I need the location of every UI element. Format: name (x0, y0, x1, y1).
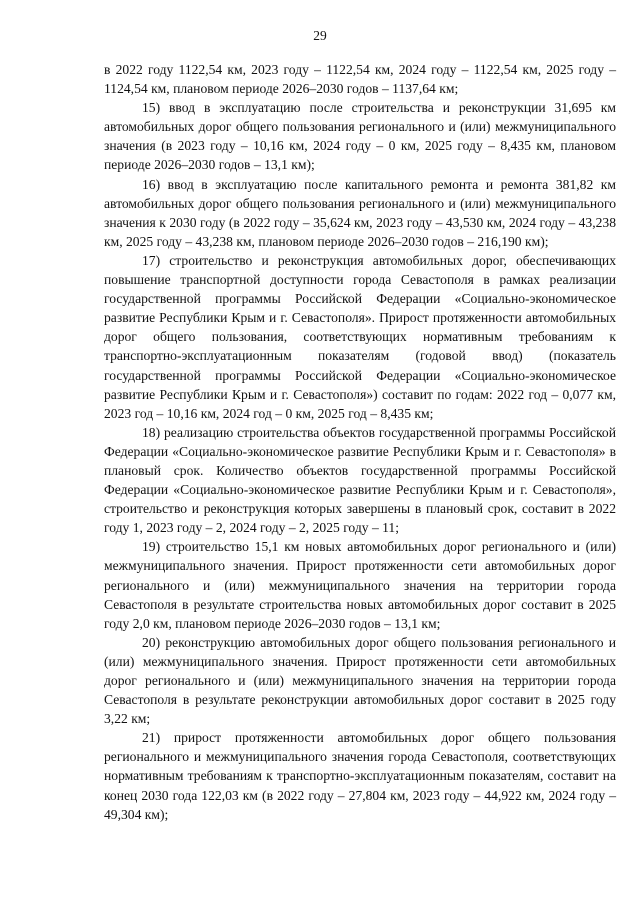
paragraph-item-15: 15) ввод в эксплуатацию после строительства и реконструкции 31,695 км автомобильных дорог общего пользования регионального и (или) межмуниципального значения (в 2023 году – 10,16 км, 2024 году – 0 км, 2025 году – 8,435 км, плановом периоде 2026–2030 годов – 13,1 км); (104, 100, 616, 173)
paragraph-item-21: 21) прирост протяженности автомобильных дорог общего пользования регионального и межмуниципального значения города Севастополя, соответствующих нормативным требованиям к транспортно-эксплуатационным показателям, составит на конец 2030 года 122,03 км (в 2022 году – 27,804 км, 2023 году – 44,922 км, 2024 году – 49,304 км); (104, 730, 616, 822)
paragraph-item-20: 20) реконструкцию автомобильных дорог общего пользования регионального и (или) межмуниципального значения. Прирост протяженности сети автомобильных дорог регионального и (или) межмуниципального значения на территории города Севастополя в результате реконструкции автомобильных дорог составит в 2025 году 3,22 км; (104, 634, 616, 727)
paragraph-continuation: в 2022 году 1122,54 км, 2023 году – 1122,54 км, 2024 году – 1122,54 км, 2025 году – 1124,54 км, плановом периоде 2026–2030 годов – 1137,64 км; (104, 62, 616, 97)
paragraph-item-19: 19) строительство 15,1 км новых автомобильных дорог регионального и (или) межмуниципального значения. Прирост протяженности сети автомобильных дорог регионального и (или) межмуниципального значения на территории города Севастополя в результате строительства новых автомобильных дорог составит в 2025 году 2,0 км, плановом периоде 2026–2030 годов – 13,1 км; (104, 539, 616, 631)
document-body (104, 60, 616, 824)
paragraph-item-16: 16) ввод в эксплуатацию после капитального ремонта и ремонта 381,82 км автомобильных дорог общего пользования регионального и (или) межмуниципального значения к 2030 году (в 2022 году – 35,624 км, 2023 году – 43,530 км, 2024 году – 43,238 км, 2025 году – 43,238 км, плановом периоде 2026–2030 годов – 216,190 км); (104, 176, 616, 249)
page-number: 29 (313, 28, 327, 43)
paragraph-item-17: 17) строительство и реконструкция автомобильных дорог, обеспечивающих повышение транспортной доступности города Севастополя в рамках реализации государственной программы Российской Федерации «Социально-экономическое развитие Республики Крым и г. Севастополя». Прирост протяженности автомобильных дорог общего пользования, соответствующих нормативным требованиям к транспортно-эксплуатационным показателям (годовой ввод) (показатель государственной программы Российской Федерации «Социально-экономическое развитие Республики Крым и г. Севастополя») составит по годам: 2022 год – 0,077 км, 2023 год – 10,16 км, 2024 год – 0 км, 2025 год – 8,435 км; (104, 252, 616, 421)
paragraph-item-18: 18) реализацию строительства объектов государственной программы Российской Федерации «Социально-экономическое развитие Республики Крым и г. Севастополя» в плановый срок. Количество объектов государственной программы Российской Федерации «Социально-экономическое развитие Республики Крым и г. Севастополя», строительство и реконструкция которых завершены в плановый срок, составит в 2022 году 1, 2023 году – 2, 2024 году – 2, 2025 году – 11; (104, 424, 616, 536)
